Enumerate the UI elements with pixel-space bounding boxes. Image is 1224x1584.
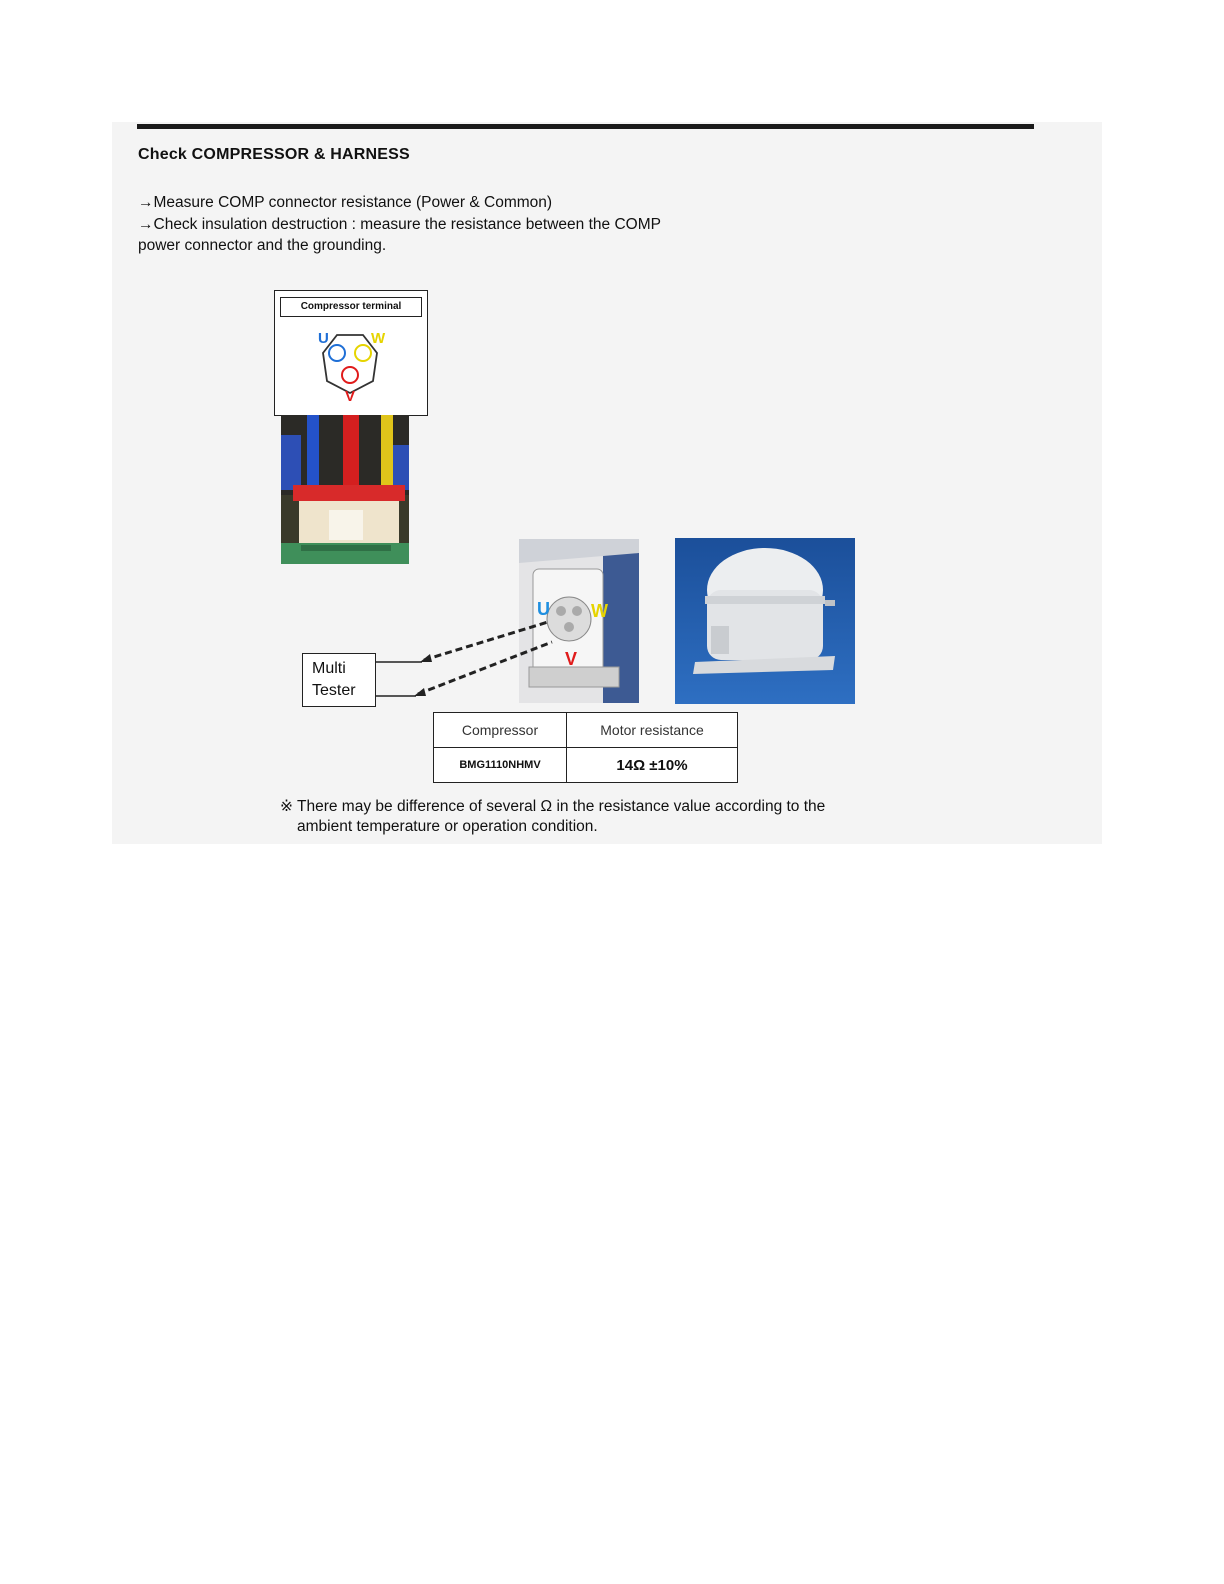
multi-tester-line-2: Tester [312,682,356,699]
table-cell-model: BMG1110NHMV [434,748,567,783]
compressor-unit-photo [675,538,855,704]
resistance-table [433,712,738,783]
section-rule [137,124,1034,129]
terminal-u-label: U [318,330,329,347]
terminal-v-label: V [345,388,356,405]
photo-w-label: W [591,601,608,621]
photo-v-label: V [565,649,578,669]
instruction-line-1: →Measure COMP connector resistance (Power & Common) [138,194,553,211]
instruction-line-2: →Check insulation destruction : measure the resistance between the COMP [138,216,661,233]
terminal-schematic [275,291,427,415]
compressor-terminal-diagram [274,290,428,416]
note-line-2: ambient temperature or operation condition. [297,818,598,835]
terminal-w-label: W [371,330,386,347]
table-cell-resistance: 14Ω ±10% [567,748,738,783]
instruction-line-3: power connector and the grounding. [138,237,387,254]
resistance-note [280,797,825,837]
multi-tester-box [302,653,376,707]
table-header-motor-resistance: Motor resistance [567,713,738,748]
terminal-diagram-title: Compressor terminal [280,297,422,317]
multi-tester-line-1: Multi [312,660,346,677]
table-header-compressor: Compressor [434,713,567,748]
connector-photo [281,415,409,564]
table-row [434,748,738,783]
photo-u-label: U [537,599,550,619]
section-heading: Check COMPRESSOR & HARNESS [138,146,410,163]
note-line-1: ※ There may be difference of several Ω in the resistance value according to the [280,798,826,815]
tester-leads [376,610,556,710]
